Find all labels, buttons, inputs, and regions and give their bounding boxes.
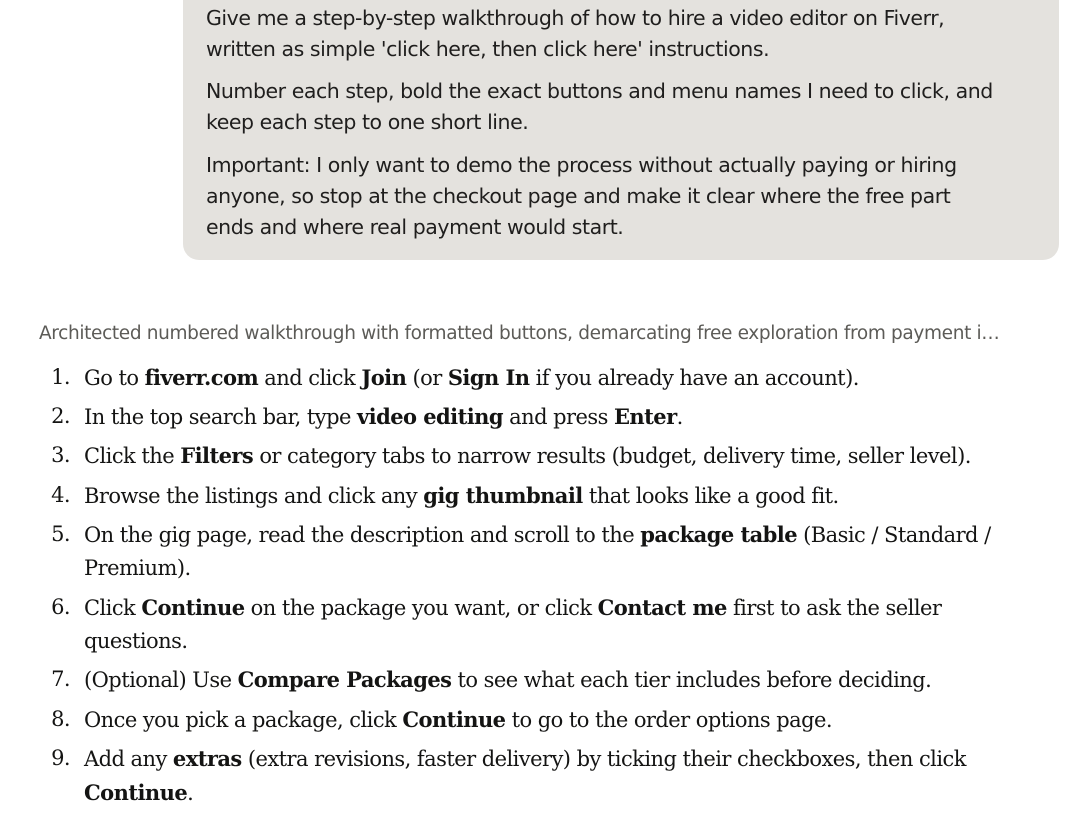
step-text-segment: . bbox=[676, 405, 683, 429]
step-line bbox=[84, 742, 1044, 776]
step-text bbox=[84, 703, 1044, 737]
step-ui-label: Contact me bbox=[597, 595, 727, 620]
step-line bbox=[84, 361, 1044, 395]
step-text-segment: Go to bbox=[84, 366, 145, 390]
step-ui-label: Filters bbox=[180, 443, 254, 468]
step-ui-label: Continue bbox=[141, 595, 245, 620]
step-number: 8. bbox=[51, 707, 70, 731]
step-text bbox=[84, 479, 1044, 513]
user-message-line: written as simple 'click here, then click here' instructions. bbox=[206, 37, 770, 61]
thinking-summary-toggle[interactable]: Architected numbered walkthrough with formatted buttons, demarcating free exploration from payment i… bbox=[39, 323, 1000, 344]
step-text-segment: In the top search bar, type bbox=[84, 405, 357, 429]
step-number: 1. bbox=[51, 365, 70, 389]
step-ui-label: extras bbox=[172, 746, 242, 771]
step-ui-label: Enter bbox=[613, 404, 677, 429]
step-number: 3. bbox=[51, 443, 70, 467]
step-line bbox=[84, 439, 1044, 473]
step-text bbox=[84, 663, 1044, 697]
step-text-segment: (extra revisions, faster delivery) by ticking their checkboxes, then click bbox=[241, 747, 966, 771]
step-text bbox=[84, 400, 1044, 434]
step-line bbox=[84, 591, 1044, 625]
step-ui-label: package table bbox=[640, 522, 798, 547]
step-line bbox=[84, 479, 1044, 513]
step-ui-label: Sign In bbox=[447, 365, 530, 390]
step-line bbox=[84, 625, 1044, 658]
user-message-line: keep each step to one short line. bbox=[206, 110, 529, 134]
step-text-segment: first to ask the seller bbox=[726, 596, 942, 620]
step-line bbox=[84, 552, 1044, 585]
user-message-line: Number each step, bold the exact buttons and menu names I need to click, and bbox=[206, 79, 993, 103]
step-number: 6. bbox=[51, 595, 70, 619]
step-text-segment: to see what each tier includes before deciding. bbox=[451, 668, 932, 692]
step-line bbox=[84, 663, 1044, 697]
step-text-segment: that looks like a good fit. bbox=[582, 484, 839, 508]
step-line bbox=[84, 518, 1044, 552]
user-message-line: anyone, so stop at the checkout page and make it clear where the free part bbox=[206, 184, 951, 208]
step-number: 5. bbox=[51, 522, 70, 546]
step-text-segment: . bbox=[187, 781, 194, 805]
step-text-segment: Browse the listings and click any bbox=[84, 484, 424, 508]
step-text-segment: to go to the order options page. bbox=[505, 708, 833, 732]
step-ui-label: Compare Packages bbox=[237, 667, 452, 692]
step-text-segment: and click bbox=[258, 366, 362, 390]
step-text-segment: (Optional) Use bbox=[84, 668, 238, 692]
step-text bbox=[84, 361, 1044, 395]
step-text-segment: and press bbox=[503, 405, 614, 429]
user-message-line: Give me a step-by-step walkthrough of how to hire a video editor on Fiverr, bbox=[206, 6, 945, 30]
user-message-paragraph bbox=[206, 3, 1046, 65]
step-line bbox=[84, 400, 1044, 434]
step-text bbox=[84, 742, 1044, 810]
step-number: 7. bbox=[51, 667, 70, 691]
step-text bbox=[84, 518, 1044, 585]
step-text bbox=[84, 439, 1044, 473]
user-message-paragraph bbox=[206, 150, 1046, 243]
step-text-segment: Add any bbox=[84, 747, 173, 771]
step-ui-label: Join bbox=[361, 365, 407, 390]
step-text-segment: on the package you want, or click bbox=[244, 596, 598, 620]
step-ui-label: fiverr.com bbox=[144, 365, 259, 390]
step-text-segment: Once you pick a package, click bbox=[84, 708, 403, 732]
step-number: 2. bbox=[51, 404, 70, 428]
step-line bbox=[84, 703, 1044, 737]
step-line bbox=[84, 776, 1044, 810]
step-text bbox=[84, 591, 1044, 658]
step-ui-label: Continue bbox=[402, 707, 506, 732]
user-message-line: ends and where real payment would start. bbox=[206, 215, 624, 239]
step-text-segment: Click bbox=[84, 596, 142, 620]
step-text-segment: (or bbox=[406, 366, 448, 390]
step-ui-label: Continue bbox=[84, 780, 188, 805]
step-text-segment: On the gig page, read the description and scroll to the bbox=[84, 523, 641, 547]
step-ui-label: gig thumbnail bbox=[423, 483, 583, 508]
step-text-segment: questions. bbox=[84, 629, 188, 653]
step-text-segment: (Basic / Standard / bbox=[797, 523, 991, 547]
step-text-segment: Click the bbox=[84, 444, 181, 468]
step-number: 9. bbox=[51, 746, 70, 770]
user-message-paragraph bbox=[206, 76, 1046, 138]
step-ui-label: video editing bbox=[356, 404, 504, 429]
user-message-line: Important: I only want to demo the process without actually paying or hiring bbox=[206, 153, 957, 177]
step-text-segment: if you already have an account). bbox=[529, 366, 859, 390]
step-text-segment: or category tabs to narrow results (budget, delivery time, seller level). bbox=[253, 444, 971, 468]
step-text-segment: Premium). bbox=[84, 556, 191, 580]
step-number: 4. bbox=[51, 483, 70, 507]
